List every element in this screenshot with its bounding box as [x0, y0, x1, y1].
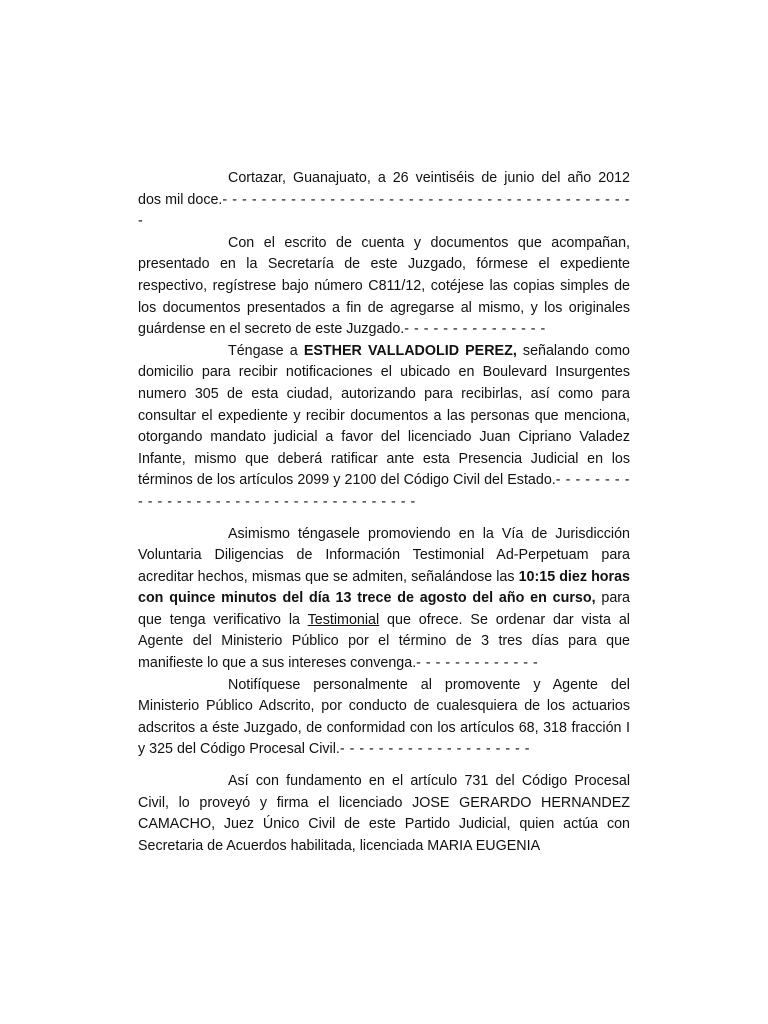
hearing-mid: para que tenga verificativo la — [138, 590, 630, 628]
hearing-datetime: 10:15 diez horas con quince minutos del día 13 trece de agosto del año en curso, — [138, 568, 631, 607]
date-text: Cortazar, Guanajuato, a 26 veintiséis de junio del año 2012 dos mil doce. — [138, 170, 630, 208]
document-body — [138, 168, 630, 857]
paragraph-hearing — [138, 524, 630, 675]
paragraph-party — [138, 341, 630, 514]
party-name: ESTHER VALLADOLID PEREZ, — [303, 342, 517, 359]
paragraph-notification — [138, 675, 630, 761]
dash-fill: - - - - - - - - - - - - - - - - - - - - — [339, 741, 531, 758]
party-lead: Téngase a — [228, 342, 304, 359]
testimonial-word: Testimonial — [307, 611, 380, 628]
dash-fill: - - - - - - - - - - - - - - - - - - - - - - - - - - - - - - - - - - - - - - - - - - - — [138, 191, 631, 230]
paragraph-date — [138, 168, 630, 233]
party-text: señalando como domicilio para recibir notificaciones el ubicado en Boulevard Insurgentes numero 305 de esta ciudad, autorizando para recibirlas, así como para consultar el expediente y recibir documentos a las personas que menciona, otorgando mandato judicial a favor del licenciado Juan Cipriano Valadez Infante, mismo que deberá ratificar ante esta Presencia Judicial en los términos de los artículos 2099 y 2100 del Código Civil del Estado. — [138, 342, 630, 489]
notification-text: Notifíquese personalmente al promovente y Agente del Ministerio Público Adscrito, por conducto de cualesquiera de los actuarios adscritos a éste Juzgado, de conformidad con los artículos 68, 318 fracción I y 325 del Código Procesal Civil. — [138, 676, 630, 758]
hearing-text: que ofrece. Se ordenar dar vista al Agente del Ministerio Público por el término de 3 tres días para que manifieste lo que a sus intereses convenga. — [138, 611, 630, 672]
dash-fill: - - - - - - - - - - - - - - - - - - - - - - - - - - - - - - - - - - - - - — [138, 472, 630, 510]
paragraph-filing — [138, 233, 630, 341]
filing-text: Con el escrito de cuenta y documentos que acompañan, presentado en la Secretaría de este Juzgado, fórmese el expediente respectivo, regístrese bajo número C811/12, cotéjese las copias simples de los documentos presentados a fin de agregarse al mismo, y los originales guárdense en el secreto de este Juzgado. — [138, 234, 630, 338]
dash-fill: - - - - - - - - - - - - - — [416, 655, 539, 672]
signature-text: Así con fundamento en el artículo 731 del Código Procesal Civil, lo proveyó y firma el licenciado JOSE GERARDO HERNANDEZ CAMACHO, Juez Único Civil de este Partido Judicial, quien actúa con Secretaria de Acuerdos habilitada, licenciada MARIA EUGENIA — [138, 773, 630, 854]
dash-fill: - - - - - - - - - - - - - - - — [404, 321, 546, 338]
hearing-lead: Asimismo téngasele promoviendo en la Vía de Jurisdicción Voluntaria Diligencias de Información Testimonial Ad-Perpetuam para acreditar hechos, mismas que se admiten, señalándose las — [138, 525, 630, 585]
paragraph-signature — [138, 771, 630, 857]
